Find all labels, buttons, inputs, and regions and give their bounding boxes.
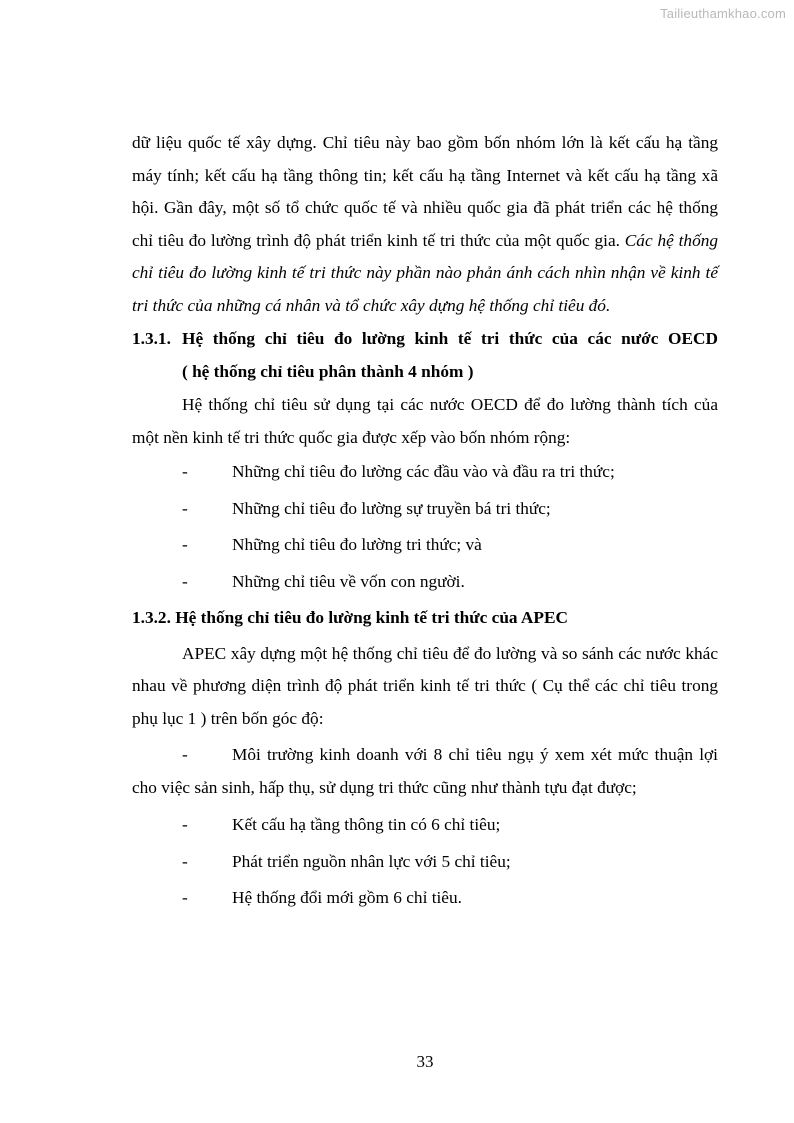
section-title-1-3-1 [182, 323, 718, 388]
intro-italic-text: Các hệ thống chỉ tiêu đo lường kinh tế tri thức này phần nào phản ánh cách nhìn nhận về kinh tế tri thức của những cá nhân và tổ chức xây dựng hệ thống chỉ tiêu đó. [132, 230, 718, 315]
list-item-text: Những chỉ tiêu đo lường các đầu vào và đầu ra tri thức; [232, 462, 615, 481]
section-number-1-3-1: 1.3.1. [132, 329, 171, 348]
section-title-1-3-2: Hệ thống chỉ tiêu đo lường kinh tế tri thức của APEC [175, 608, 568, 627]
section-number-1-3-2: 1.3.2. [132, 608, 171, 627]
section-heading-1-3-2 [132, 602, 718, 635]
list-item [132, 882, 718, 915]
list-item-text: Những chỉ tiêu đo lường sự truyền bá tri thức; [232, 498, 551, 518]
list-item-text: Phát triển nguồn nhân lực với 5 chỉ tiêu; [232, 851, 511, 871]
bullet-dash: - [182, 815, 188, 834]
intro-paragraph [132, 127, 718, 322]
list-item-text: Những chỉ tiêu về vốn con người. [232, 571, 465, 591]
list-item [132, 493, 718, 526]
list-item-text: Hệ thống đổi mới gồm 6 chỉ tiêu. [232, 888, 462, 907]
bullet-dash: - [182, 851, 188, 871]
section-1-3-1-paragraph: Hệ thống chỉ tiêu sử dụng tại các nước OECD để đo lường thành tích của một nền kinh tế tri thức quốc gia được xếp vào bốn nhóm rộng: [132, 395, 718, 447]
page-content [132, 127, 718, 915]
list-item [132, 529, 718, 562]
bullet-dash: - [182, 462, 188, 481]
intro-normal-text: dữ liệu quốc tế xây dựng. Chỉ tiêu này bao gồm bốn nhóm lớn là kết cấu hạ tầng máy tính; kết cấu hạ tầng thông tin; kết cấu hạ tầng Internet và kết cấu hạ tầng xã hội. Gần đây, một số tổ chức quốc tế và nhiều quốc gia đã phát triển các hệ thống chỉ tiêu đo lường trình độ phát triển kinh tế tri thức của một quốc gia. [132, 133, 718, 250]
section-1-3-2-paragraph: APEC xây dựng một hệ thống chỉ tiêu để đo lường và so sánh các nước khác nhau về phương diện trình độ phát triển kinh tế tri thức ( Cụ thể các chỉ tiêu trong phụ lục 1 ) trên bốn góc độ: [132, 643, 718, 728]
list-item [132, 739, 718, 804]
list-item-text: Môi trường kinh doanh với 8 chỉ tiêu ngụ ý xem xét mức thuận lợi cho việc sản sinh, hấp thụ, sử dụng tri thức cũng như thành tựu đạt được; [132, 745, 718, 797]
list-item [132, 456, 718, 489]
bullet-dash: - [182, 745, 188, 764]
list-item [132, 809, 718, 842]
list-item-text: Kết cấu hạ tầng thông tin có 6 chỉ tiêu; [232, 815, 501, 834]
bullet-dash: - [182, 888, 188, 907]
bullet-dash: - [182, 535, 188, 554]
section-title-1-3-1-line1: Hệ thống chỉ tiêu đo lường kinh tế tri thức của các nước OECD [182, 329, 718, 348]
bullet-dash: - [182, 571, 188, 591]
watermark: Tailieuthamkhao.com [660, 6, 786, 21]
list-item [132, 846, 718, 879]
section-title-1-3-1-line2: ( hệ thống chỉ tiêu phân thành 4 nhóm ) [182, 361, 474, 381]
section-heading-1-3-1 [132, 323, 718, 388]
bullet-dash: - [182, 498, 188, 518]
list-item-text: Những chỉ tiêu đo lường tri thức; và [232, 535, 482, 554]
list-item [132, 566, 718, 599]
page-number: 33 [416, 1052, 434, 1071]
